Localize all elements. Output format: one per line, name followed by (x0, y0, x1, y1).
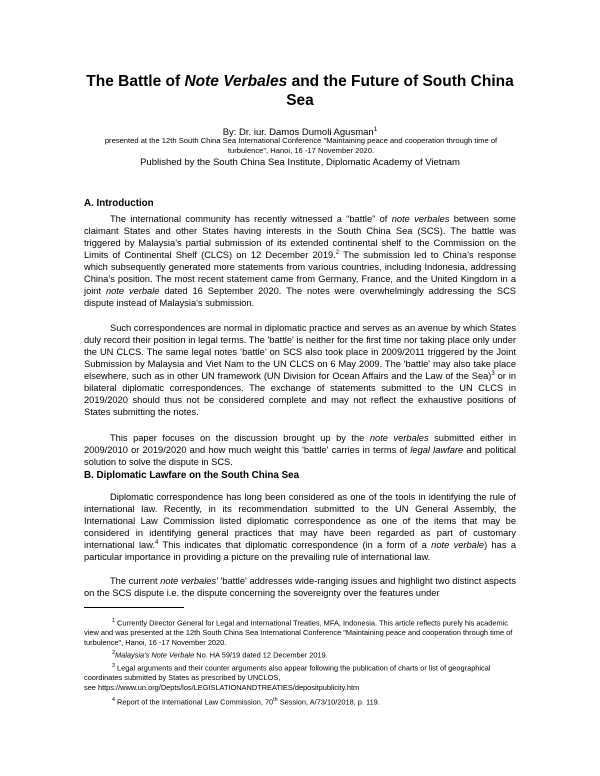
footnote-separator (84, 607, 184, 608)
footnote-text: Legal arguments and their counter arguments also appear following the publication of charts or list of geographical coordinates submitted by States as prescribed by UNCLOS, (84, 663, 491, 683)
paragraph (84, 432, 516, 468)
footnote (84, 695, 516, 707)
paragraph (84, 575, 516, 599)
footnote-link[interactable]: see https://www.un.org/Depts/los/LEGISLATIONANDTREATIES/depositpublicity.htm (84, 683, 360, 693)
paragraph-text: This paper focuses on the discussion brought up by the (110, 433, 370, 443)
title-text: and the Future of South China (287, 73, 514, 90)
paragraph-text: The international community has recently witnessed a “battle” of (110, 214, 392, 224)
footnote (84, 661, 516, 693)
paragraph (84, 322, 516, 418)
paragraph-text: The current (110, 576, 161, 586)
footnote-mark: 4 (155, 539, 159, 546)
paragraph-text: ) has a particular importance in providing a picture on the prevailing rule of international law. (84, 540, 516, 562)
footnote-text: Report of the International Law Commission, 70 (115, 697, 274, 707)
presentation-note (96, 136, 506, 156)
paragraph-text: or in bilateral diplomatic correspondences. The exchange of statements submitted to the UN CLCS in 2019/2020 should thus not be considered complete and may not reflect the exhaustive positions of States submitting the notes. (84, 371, 517, 417)
paragraph-emphasis: note verbale (431, 540, 485, 550)
footnote (84, 648, 516, 660)
title-emphasis: Note Verbales (184, 73, 288, 90)
footnote-mark: 1 (373, 126, 378, 133)
title-text: The Battle of (86, 73, 185, 90)
footnote (84, 616, 516, 648)
footnote-emphasis: Malaysia's Note Verbale (115, 650, 195, 660)
footnote-text: Currently Director General for Legal and International Treaties, MFA, Indonesia. This article reflects purely his academic view and was presented at the 12th South China Sea International Conference "Maintaining peace and cooperation through time of turbulence", Hanoi, 16 -17 November 2020. (84, 618, 513, 648)
paragraph-text: 'battle' addresses wide-ranging issues and highlight two distinct aspects on the SCS dispute i.e. the dispute concerning the sovereignty over the features under (84, 576, 516, 598)
paragraph-text: dated 16 September 2020. The notes were overwhelmingly addressing the SCS dispute instead of Malaysia's submission. (84, 286, 516, 308)
footnote-mark: 1 (112, 618, 115, 624)
paragraph-text: between some claimant States and other States having interests in the South China Sea (SCS). The battle was triggered by Malaysia’s partial submission of its extended continental shelf to the Commission on the Limits of Continental Shelf (CLCS) on 12 December 2019. (84, 214, 516, 260)
footnote-mark: 3 (112, 663, 115, 669)
paragraph-emphasis: note verbales' (160, 576, 218, 586)
paragraph-text: submitted either in 2009/2010 or 2019/2020 and how much weight this 'battle' carries in terms of (84, 433, 516, 455)
paragraph-emphasis: legal lawfare (410, 445, 464, 455)
paragraph-text: This indicates that diplomatic correspondence (in a form of a (158, 540, 432, 550)
paragraph (84, 491, 516, 563)
paper-title (60, 72, 540, 110)
paragraph-emphasis: note verbales (391, 214, 450, 224)
footnote-mark: 3 (491, 370, 495, 377)
presentation-note-line: presented at the 12th South China Sea International Conference "Maintaining peace and cooperation through time of (104, 136, 498, 145)
paragraph-emphasis: note verbale (105, 286, 160, 296)
paragraph (84, 213, 516, 309)
title-text: Sea (286, 92, 314, 109)
footnote-mark: 4 (112, 697, 115, 703)
footnote-mark: 2 (112, 650, 115, 656)
publisher-line: Published by the South China Sea Institute, Diplomatic Academy of Vietnam (140, 157, 460, 168)
footnote-text: Session, A/73/10/2018, p. 119. (277, 697, 380, 707)
paragraph-emphasis: note verbales (369, 433, 429, 443)
footnote-superscript: th (273, 697, 278, 703)
presentation-note-line: turbulence", Hanoi, 16 -17 November 2020. (227, 146, 375, 155)
author-name: By: Dr. iur. Damos Dumoli Agusman (222, 127, 374, 139)
paragraph-text: Such correspondences are normal in diplomatic practice and serves as an avenue by which States duly record their position in legal terms. The 'battle' is neither for the first time nor taking place only under the UN CLCS. The same legal notes ‘battle’ on SCS also took place in 2009/2011 triggered by the Joint Submission by Malaysia and Viet Nam to the UN CLCS on 6 May 2009. The 'battle' may also take place elsewhere, such as in other UN framework (UN Division for Ocean Affairs and the Law of the Sea) (84, 323, 516, 381)
paragraph-text: The submission led to China’s response which subsequently generated more statements from various countries, including Indonesia, addressing China’s position. The most recent statement came from Germany, France, and the United Kingdom in a joint (84, 250, 516, 296)
section-heading-introduction: A. Introduction (84, 198, 154, 209)
footnote-text: No. HA 59/19 dated 12 December 2019. (194, 650, 328, 660)
paragraph-text: and political solution to solve the dispute in SCS. (84, 445, 516, 467)
footnote-mark: 2 (335, 249, 340, 256)
section-heading-diplomatic-lawfare: B. Diplomatic Lawfare on the South China Sea (84, 470, 300, 481)
paragraph-text: Diplomatic correspondence has long been considered as one of the tools in identifying the rule of international law. Recently, in its recommendation submitted to the UN General Assembly, the International Law Commission listed diplomatic correspondence as one of the items that may be considered in identifying general practices that may have been regarded as part of customary international law. (84, 492, 516, 550)
